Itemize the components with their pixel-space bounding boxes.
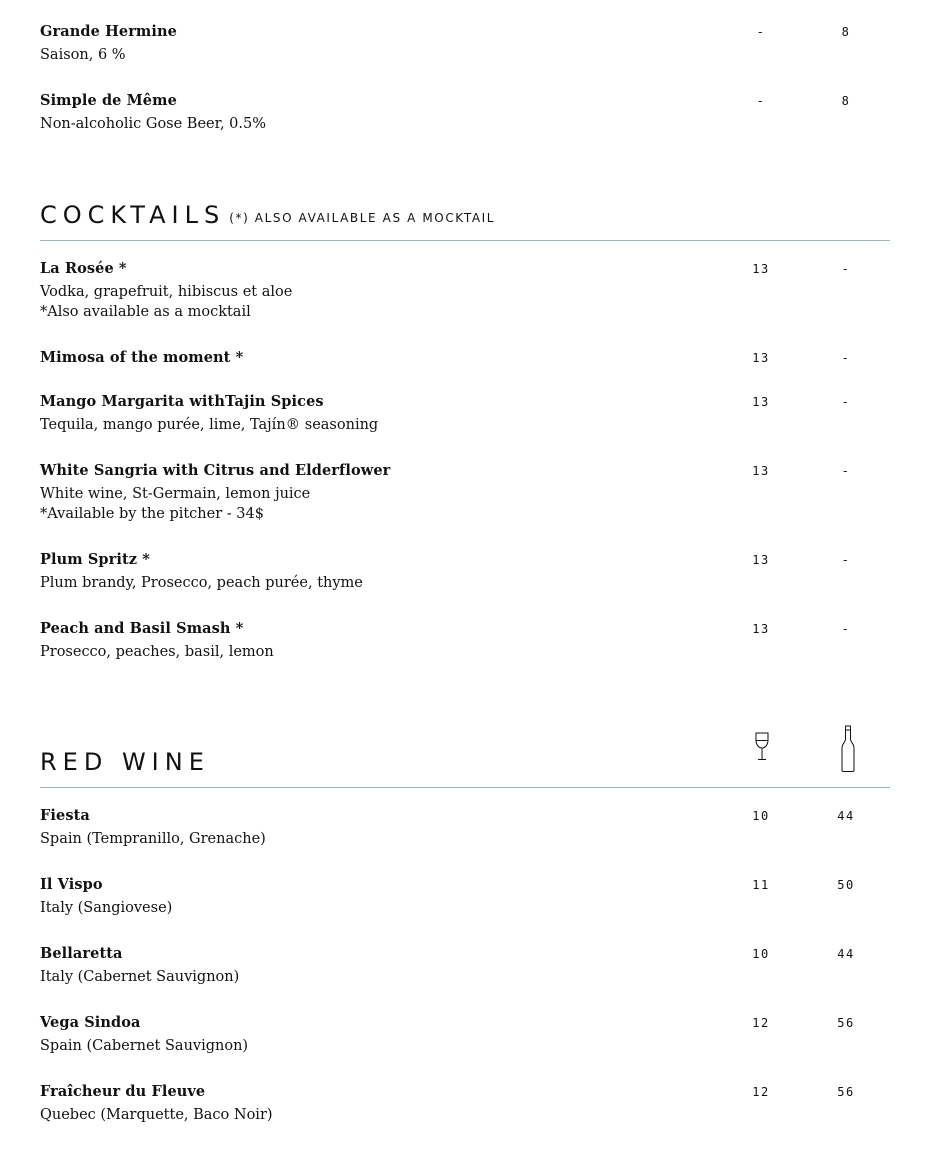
glass-price: 13	[752, 553, 770, 567]
menu-item	[40, 1013, 890, 1056]
bottle-price: 56	[837, 1085, 855, 1099]
glass-price: 13	[752, 351, 770, 365]
glass-price: -	[756, 94, 766, 108]
item-description: Vodka, grapefruit, hibiscus et aloe	[40, 284, 293, 300]
menu-item	[40, 944, 890, 987]
glass-price: 13	[752, 395, 770, 409]
glass-price: 13	[752, 464, 770, 478]
item-name: La Rosée *	[40, 260, 127, 277]
menu-item	[40, 91, 890, 134]
item-name: Simple de Même	[40, 92, 177, 109]
glass-price: 13	[752, 262, 770, 276]
bottle-price: 44	[837, 809, 855, 823]
bottle-price: 56	[837, 1016, 855, 1030]
item-description: Quebec (Marquette, Baco Noir)	[40, 1107, 273, 1123]
item-description: Spain (Tempranillo, Grenache)	[40, 831, 266, 847]
bottle-price: -	[841, 351, 851, 365]
section-title: COCKTAILS	[40, 201, 226, 229]
section-divider	[40, 787, 890, 788]
menu-item	[40, 1082, 890, 1125]
item-name: Fraîcheur du Fleuve	[40, 1083, 206, 1100]
bottle-price: -	[841, 464, 851, 478]
glass-price: 12	[752, 1016, 770, 1030]
item-name: Mango Margarita withTajin Spices	[40, 393, 324, 410]
bottle-price: 50	[837, 878, 855, 892]
glass-price: 10	[752, 947, 770, 961]
menu-item	[40, 875, 890, 918]
item-note: *Available by the pitcher - 34$	[40, 506, 264, 522]
item-description: Italy (Cabernet Sauvignon)	[40, 969, 240, 985]
menu-item	[40, 550, 890, 593]
wine-glass-icon	[753, 732, 771, 762]
bottle-price: -	[841, 553, 851, 567]
item-description: Spain (Cabernet Sauvignon)	[40, 1038, 249, 1054]
section-subtitle: (*) ALSO AVAILABLE AS A MOCKTAIL	[229, 211, 496, 225]
item-name: Mimosa of the moment *	[40, 349, 244, 366]
item-description: Prosecco, peaches, basil, lemon	[40, 644, 274, 660]
menu-item	[40, 806, 890, 849]
bottle-price: 8	[841, 94, 851, 108]
item-note: *Also available as a mocktail	[40, 304, 251, 320]
item-name: Vega Sindoa	[40, 1014, 141, 1031]
bottle-price: 8	[841, 25, 851, 39]
section-heading-cocktails	[40, 201, 495, 232]
item-description: White wine, St-Germain, lemon juice	[40, 486, 311, 502]
item-name: Peach and Basil Smash *	[40, 620, 244, 637]
item-description: Saison, 6 %	[40, 47, 126, 63]
bottle-price: -	[841, 395, 851, 409]
menu-item	[40, 259, 890, 322]
menu-item	[40, 619, 890, 662]
item-name: Fiesta	[40, 807, 90, 824]
glass-price: 11	[752, 878, 770, 892]
item-name: Plum Spritz *	[40, 551, 150, 568]
bottle-price: -	[841, 262, 851, 276]
item-description: Italy (Sangiovese)	[40, 900, 173, 916]
item-description: Plum brandy, Prosecco, peach purée, thyme	[40, 575, 363, 591]
section-title: RED WINE	[40, 748, 210, 776]
glass-price: -	[756, 25, 766, 39]
bottle-price: -	[841, 622, 851, 636]
glass-price: 12	[752, 1085, 770, 1099]
item-description: Tequila, mango purée, lime, Tajín® seasoning	[40, 417, 379, 433]
item-name: Il Vispo	[40, 876, 103, 893]
glass-price: 13	[752, 622, 770, 636]
menu-item	[40, 461, 890, 524]
section-heading-red-wine	[40, 748, 210, 776]
bottle-price: 44	[837, 947, 855, 961]
menu-item	[40, 348, 890, 368]
item-name: Grande Hermine	[40, 23, 177, 40]
menu-item	[40, 392, 890, 435]
item-description: Non-alcoholic Gose Beer, 0.5%	[40, 116, 267, 132]
wine-bottle-icon	[840, 725, 856, 773]
item-name: Bellaretta	[40, 945, 123, 962]
glass-price: 10	[752, 809, 770, 823]
item-name: White Sangria with Citrus and Elderflower	[40, 462, 391, 479]
menu-item	[40, 22, 890, 65]
section-divider	[40, 240, 890, 241]
